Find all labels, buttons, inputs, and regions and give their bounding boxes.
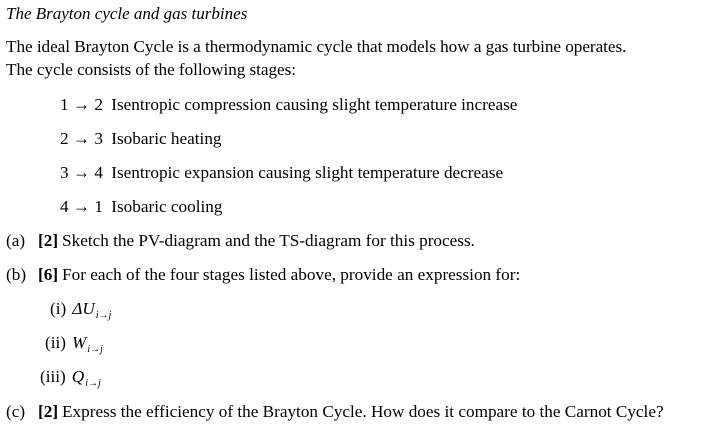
subpart-symbol: W	[72, 333, 87, 352]
question-part-b	[6, 265, 520, 285]
subpart-iii	[40, 367, 101, 387]
stage-label: 4 → 1	[60, 197, 103, 216]
section-title: The Brayton cycle and gas turbines	[6, 4, 248, 23]
stage-item	[60, 163, 503, 183]
stage-text: Isobaric cooling	[111, 197, 223, 216]
part-points: [2]	[38, 402, 59, 421]
stage-item	[60, 95, 517, 115]
part-text: For each of the four stages listed above, provide an expression for:	[62, 265, 521, 284]
subpart-label: (i)	[50, 299, 67, 318]
question-part-a	[6, 231, 475, 251]
part-label: (b)	[6, 265, 27, 284]
part-text: Express the efficiency of the Brayton Cycle. How does it compare to the Carnot Cycle?	[62, 402, 664, 421]
stage-text: Isentropic expansion causing slight temperature decrease	[111, 163, 504, 182]
stage-label: 3 → 4	[60, 163, 103, 182]
subpart-symbol: Q	[71, 367, 85, 386]
part-points: [6]	[38, 265, 59, 284]
subpart-subscript: i→j	[87, 344, 103, 355]
stage-label: 1 → 2	[60, 95, 103, 114]
question-part-c	[6, 402, 664, 422]
stage-label: 2 → 3	[60, 129, 103, 148]
subpart-symbol: ΔU	[72, 299, 95, 318]
subpart-label: (iii)	[40, 367, 66, 386]
stage-text: Isentropic compression causing slight temperature increase	[111, 95, 518, 114]
part-text: Sketch the PV-diagram and the TS-diagram for this process.	[62, 231, 475, 250]
subpart-label: (ii)	[45, 333, 66, 352]
intro-line-2: The cycle consists of the following stages:	[6, 60, 296, 79]
subpart-subscript: i→j	[95, 310, 112, 321]
subpart-ii	[45, 333, 103, 353]
intro-line-1: The ideal Brayton Cycle is a thermodynamic cycle that models how a gas turbine operates.	[6, 37, 627, 56]
subpart-subscript: i→j	[85, 378, 101, 389]
part-points: [2]	[38, 231, 59, 250]
stage-text: Isobaric heating	[111, 129, 222, 148]
stage-item	[60, 197, 222, 217]
stage-item	[60, 129, 222, 149]
subpart-i	[50, 299, 111, 319]
part-label: (a)	[6, 231, 26, 250]
part-label: (c)	[6, 402, 26, 421]
